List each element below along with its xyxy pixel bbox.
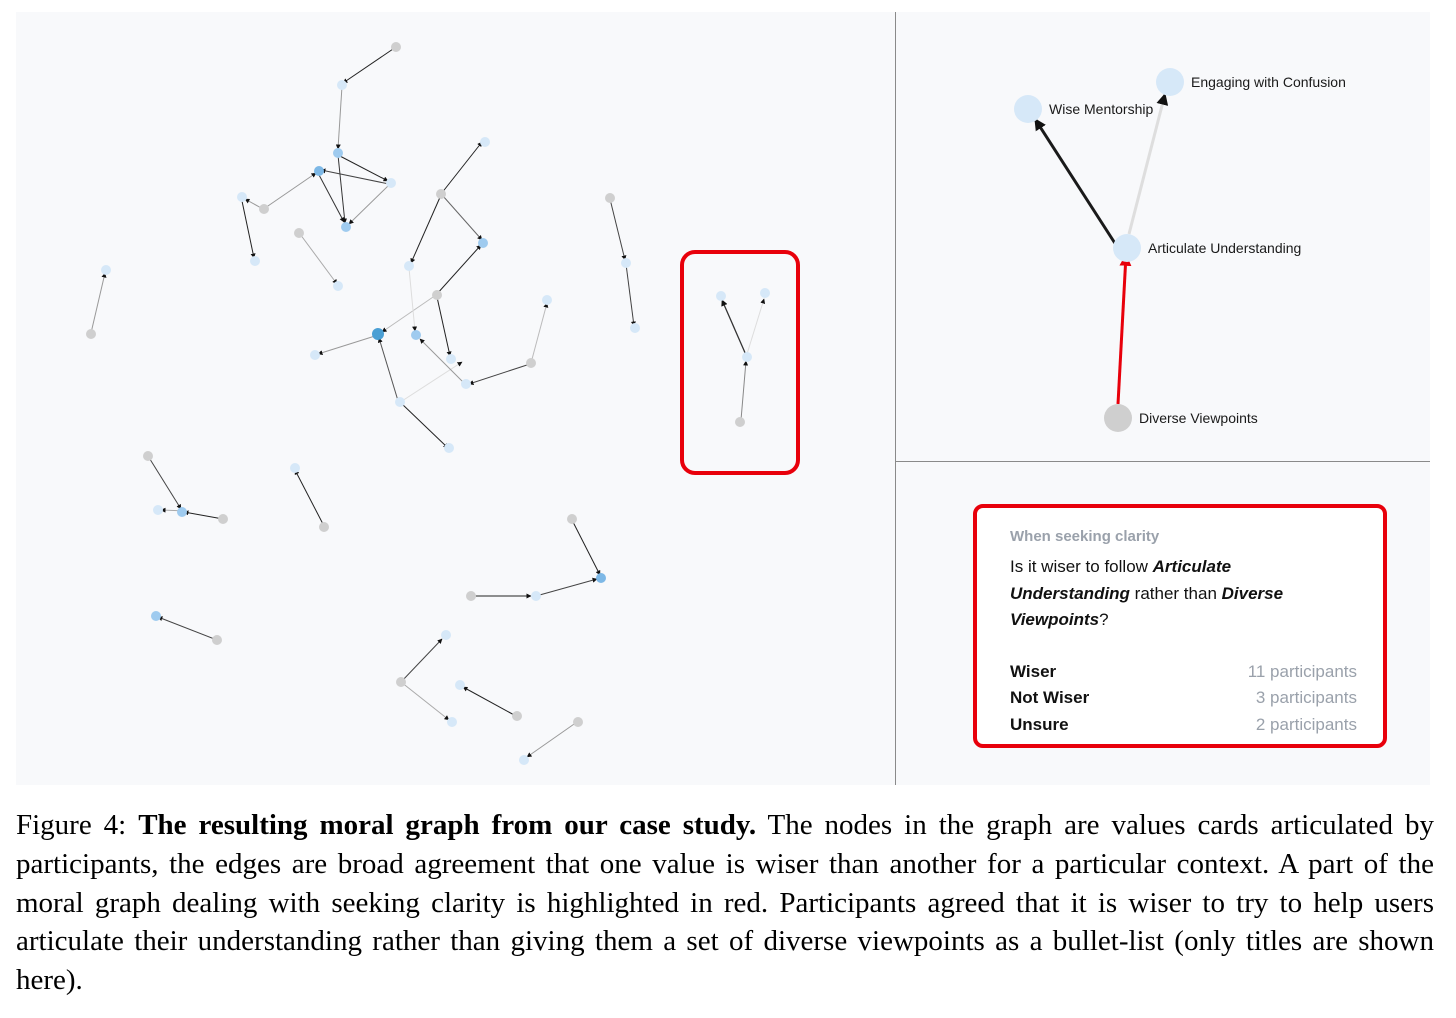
graph-edge: [536, 579, 597, 596]
graph-node: [153, 505, 163, 515]
graph-edge: [338, 86, 342, 149]
label-engaging-with-confusion: Engaging with Confusion: [1191, 74, 1346, 90]
graph-edge: [443, 196, 482, 240]
graph-node: [319, 522, 329, 532]
detail-edge: [1035, 119, 1118, 248]
graph-edge: [148, 456, 181, 509]
graph-node: [310, 350, 320, 360]
graph-node: [621, 258, 631, 268]
graph-edge: [265, 173, 316, 208]
graph-edge: [436, 245, 481, 295]
graph-edge: [441, 142, 482, 194]
graph-node: [478, 238, 488, 248]
graph-node: [337, 80, 347, 90]
graph-edge: [349, 184, 390, 224]
graph-edge: [610, 199, 625, 260]
graph-edge: [437, 297, 450, 356]
detail-node-engaging-with-confusion: [1156, 68, 1184, 96]
vote-row-not-wiser: Not Wiser 3 participants: [1010, 688, 1357, 707]
caption-title: The resulting moral graph from our case study.: [138, 809, 757, 841]
graph-edge: [722, 300, 746, 355]
graph-node: [605, 193, 615, 203]
graph-edge: [318, 336, 375, 354]
graph-node: [218, 514, 228, 524]
graph-edge: [411, 195, 441, 263]
graph-node: [250, 256, 260, 266]
graph-node: [567, 514, 577, 524]
graph-edge: [242, 201, 254, 258]
graph-edge: [531, 303, 547, 363]
graph-node: [512, 711, 522, 721]
graph-node: [290, 463, 300, 473]
graph-node: [716, 291, 726, 301]
vote-row-wiser: Wiser 11 participants: [1010, 662, 1357, 681]
graph-edge: [469, 364, 530, 384]
graph-edge: [741, 361, 746, 420]
graph-node: [333, 281, 343, 291]
graph-node: [461, 379, 471, 389]
graph-node: [447, 717, 457, 727]
graph-node: [386, 178, 396, 188]
graph-node: [630, 323, 640, 333]
graph-node: [314, 166, 324, 176]
graph-edge: [409, 268, 415, 331]
overview-edges: [91, 47, 764, 757]
graph-edge: [401, 682, 449, 720]
graph-edge: [463, 687, 516, 716]
graph-node: [259, 204, 269, 214]
figure-caption: Figure 4: The resulting moral graph from our case study. The nodes in the graph are values cards articulated by participants, the edges are broad agreement that one value is wiser than another for a particular context. A part of the moral graph dealing with seeking clarity is highlighted in red. Participants agreed that it is wiser to try to help users articulate their understanding rather than giving them a set of diverse viewpoints as a bullet-list (only titles are shown here).: [16, 809, 1434, 997]
graph-node: [466, 591, 476, 601]
graph-edge: [382, 295, 436, 332]
label-articulate-understanding: Articulate Understanding: [1148, 240, 1302, 256]
label-wise-mentorship: Wise Mentorship: [1049, 101, 1154, 117]
graph-edge: [379, 338, 399, 404]
graph-node: [436, 189, 446, 199]
graph-node: [101, 265, 111, 275]
graph-node: [237, 192, 247, 202]
graph-node: [480, 137, 490, 147]
graph-edge: [321, 170, 389, 184]
graph-node: [760, 288, 770, 298]
graph-node: [396, 677, 406, 687]
graph-edge: [158, 617, 217, 640]
graph-node: [596, 573, 606, 583]
graph-edge: [401, 403, 448, 448]
value-a: Articulate Understanding: [1010, 557, 1232, 603]
edge-detail-card: [973, 504, 1387, 748]
graph-node: [411, 330, 421, 340]
graph-node: [333, 148, 343, 158]
value-b: Diverse Viewpoints: [1010, 583, 1284, 629]
graph-node: [735, 417, 745, 427]
graph-node: [341, 222, 351, 232]
graph-edge: [295, 470, 324, 526]
detail-node-articulate-understanding: [1113, 234, 1141, 262]
graph-node: [404, 261, 414, 271]
graph-node: [742, 352, 752, 362]
graph-node: [542, 295, 552, 305]
graph-edge: [572, 520, 600, 575]
graph-node: [455, 680, 465, 690]
graph-edge: [91, 273, 105, 333]
graph-node: [212, 635, 222, 645]
graph-edge: [338, 155, 388, 181]
graph-node: [151, 611, 161, 621]
graph-edge: [318, 173, 344, 222]
graph-node: [395, 397, 405, 407]
detail-node-diverse-viewpoints: [1104, 404, 1132, 432]
detail-edge: [1118, 255, 1126, 404]
graph-edge: [626, 264, 634, 326]
graph-node: [444, 443, 454, 453]
graph-edge: [402, 362, 462, 401]
overview-nodes: [86, 42, 770, 765]
graph-node: [432, 290, 442, 300]
graph-node: [86, 329, 96, 339]
graph-node: [519, 755, 529, 765]
card-context: When seeking clarity: [1010, 528, 1160, 545]
panel-divider-horizontal: [896, 461, 1430, 462]
graph-node: [531, 591, 541, 601]
graph-node: [446, 354, 456, 364]
highlight-box: [682, 252, 798, 473]
graph-node: [391, 42, 401, 52]
graph-node: [143, 451, 153, 461]
graph-node: [372, 328, 384, 340]
graph-node: [294, 228, 304, 238]
graph-node: [573, 717, 583, 727]
graph-edge: [401, 639, 442, 682]
graph-node: [526, 358, 536, 368]
panel-divider-vertical: [895, 12, 896, 785]
graph-node: [177, 507, 187, 517]
card-question: Is it wiser to follow Articulate Understanding rather than Diverse Viewpoints?: [1010, 557, 1284, 629]
vote-row-unsure: Unsure 2 participants: [1010, 715, 1357, 734]
graph-edge: [420, 339, 464, 383]
graph-edge: [300, 234, 337, 284]
graph-edge: [527, 722, 577, 757]
graph-node: [441, 630, 451, 640]
graph-edge: [343, 47, 396, 83]
graph-edge: [184, 512, 223, 519]
moral-graph-figure: [16, 12, 1430, 785]
detail-node-wise-mentorship: [1014, 95, 1042, 123]
graph-edge: [747, 299, 764, 354]
label-diverse-viewpoints: Diverse Viewpoints: [1139, 410, 1258, 426]
